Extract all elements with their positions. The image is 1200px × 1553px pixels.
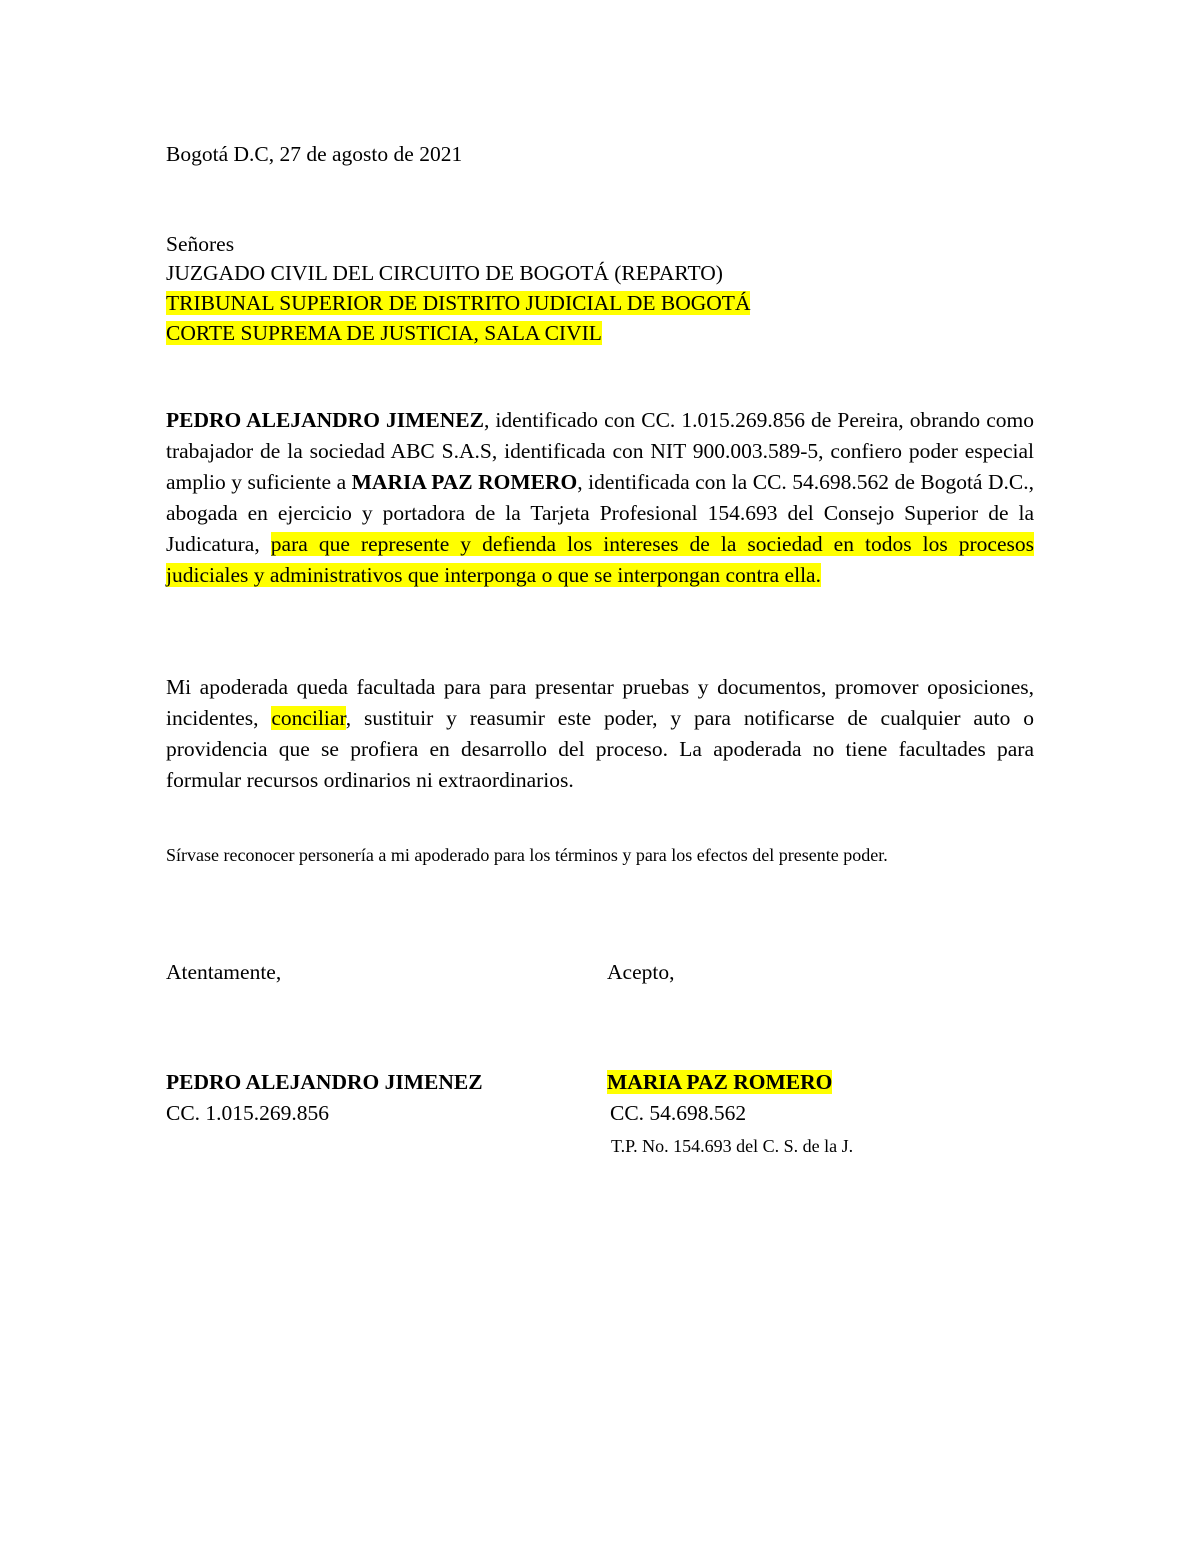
right-closing: Acepto,: [607, 960, 675, 984]
paragraph2-text-b: , sustituir y reasumir este poder, y para notificarse de cualquier auto o providencia que se profiera en desarrollo del proceso. La apoderada no tiene facultades para formular recursos ordinarios ni extraordinarios.: [166, 706, 1034, 792]
paragraph2-text-a: Mi apoderada queda facultada para para presentar pruebas y documentos, promover oposiciones, incidentes,: [166, 675, 1034, 730]
left-signer-id: CC. 1.015.269.856: [166, 1101, 330, 1125]
right-signer-id: CC. 54.698.562: [610, 1101, 747, 1125]
right-signer-name: MARIA PAZ ROMERO: [607, 1070, 833, 1094]
recipient-line-2: [166, 290, 750, 316]
attorney-name: MARIA PAZ ROMERO: [351, 470, 578, 494]
right-signer-license: T.P. No. 154.693 del C. S. de la J.: [611, 1136, 854, 1156]
recipient-salutation: Señores: [166, 232, 235, 256]
recipient-line-3-text: CORTE SUPREMA DE JUSTICIA, SALA CIVIL: [166, 321, 602, 345]
recipient-line-1: JUZGADO CIVIL DEL CIRCUITO DE BOGOTÁ (REPARTO): [166, 261, 723, 285]
left-signer-name: PEDRO ALEJANDRO JIMENEZ: [166, 1070, 483, 1094]
recipient-line-2-text: TRIBUNAL SUPERIOR DE DISTRITO JUDICIAL DE BOGOTÁ: [166, 291, 751, 315]
power-of-attorney-paragraph: [166, 405, 1034, 591]
paragraph1-text-b: , identificada con la CC. 54.698.562 de Bogotá D.C., abogada en ejercicio y portadora de la Tarjeta Profesional 154.693 del Consejo Superior de la Judicatura,: [166, 470, 1034, 556]
grantor-name: PEDRO ALEJANDRO JIMENEZ: [166, 408, 484, 432]
paragraph2-highlighted: conciliar: [271, 706, 346, 730]
letter-date: Bogotá D.C, 27 de agosto de 2021: [166, 142, 463, 166]
closing-request: Sírvase reconocer personería a mi apoderado para los términos y para los efectos del presente poder.: [166, 845, 888, 865]
paragraph1-text-a: , identificado con CC. 1.015.269.856 de Pereira, obrando como trabajador de la sociedad ABC S.A.S, identificada con NIT 900.003.589-5, confiero poder especial amplio y suficiente a: [166, 408, 1034, 494]
recipient-line-3: [166, 320, 602, 346]
paragraph1-highlighted: para que represente y defienda los intereses de la sociedad en todos los procesos judiciales y administrativos que interponga o que se interpongan contra ella.: [166, 532, 1035, 587]
left-closing: Atentamente,: [166, 960, 282, 984]
right-signer-name-wrap: [607, 1069, 832, 1095]
faculties-paragraph: [166, 672, 1034, 796]
document-page: [166, 0, 1034, 1553]
